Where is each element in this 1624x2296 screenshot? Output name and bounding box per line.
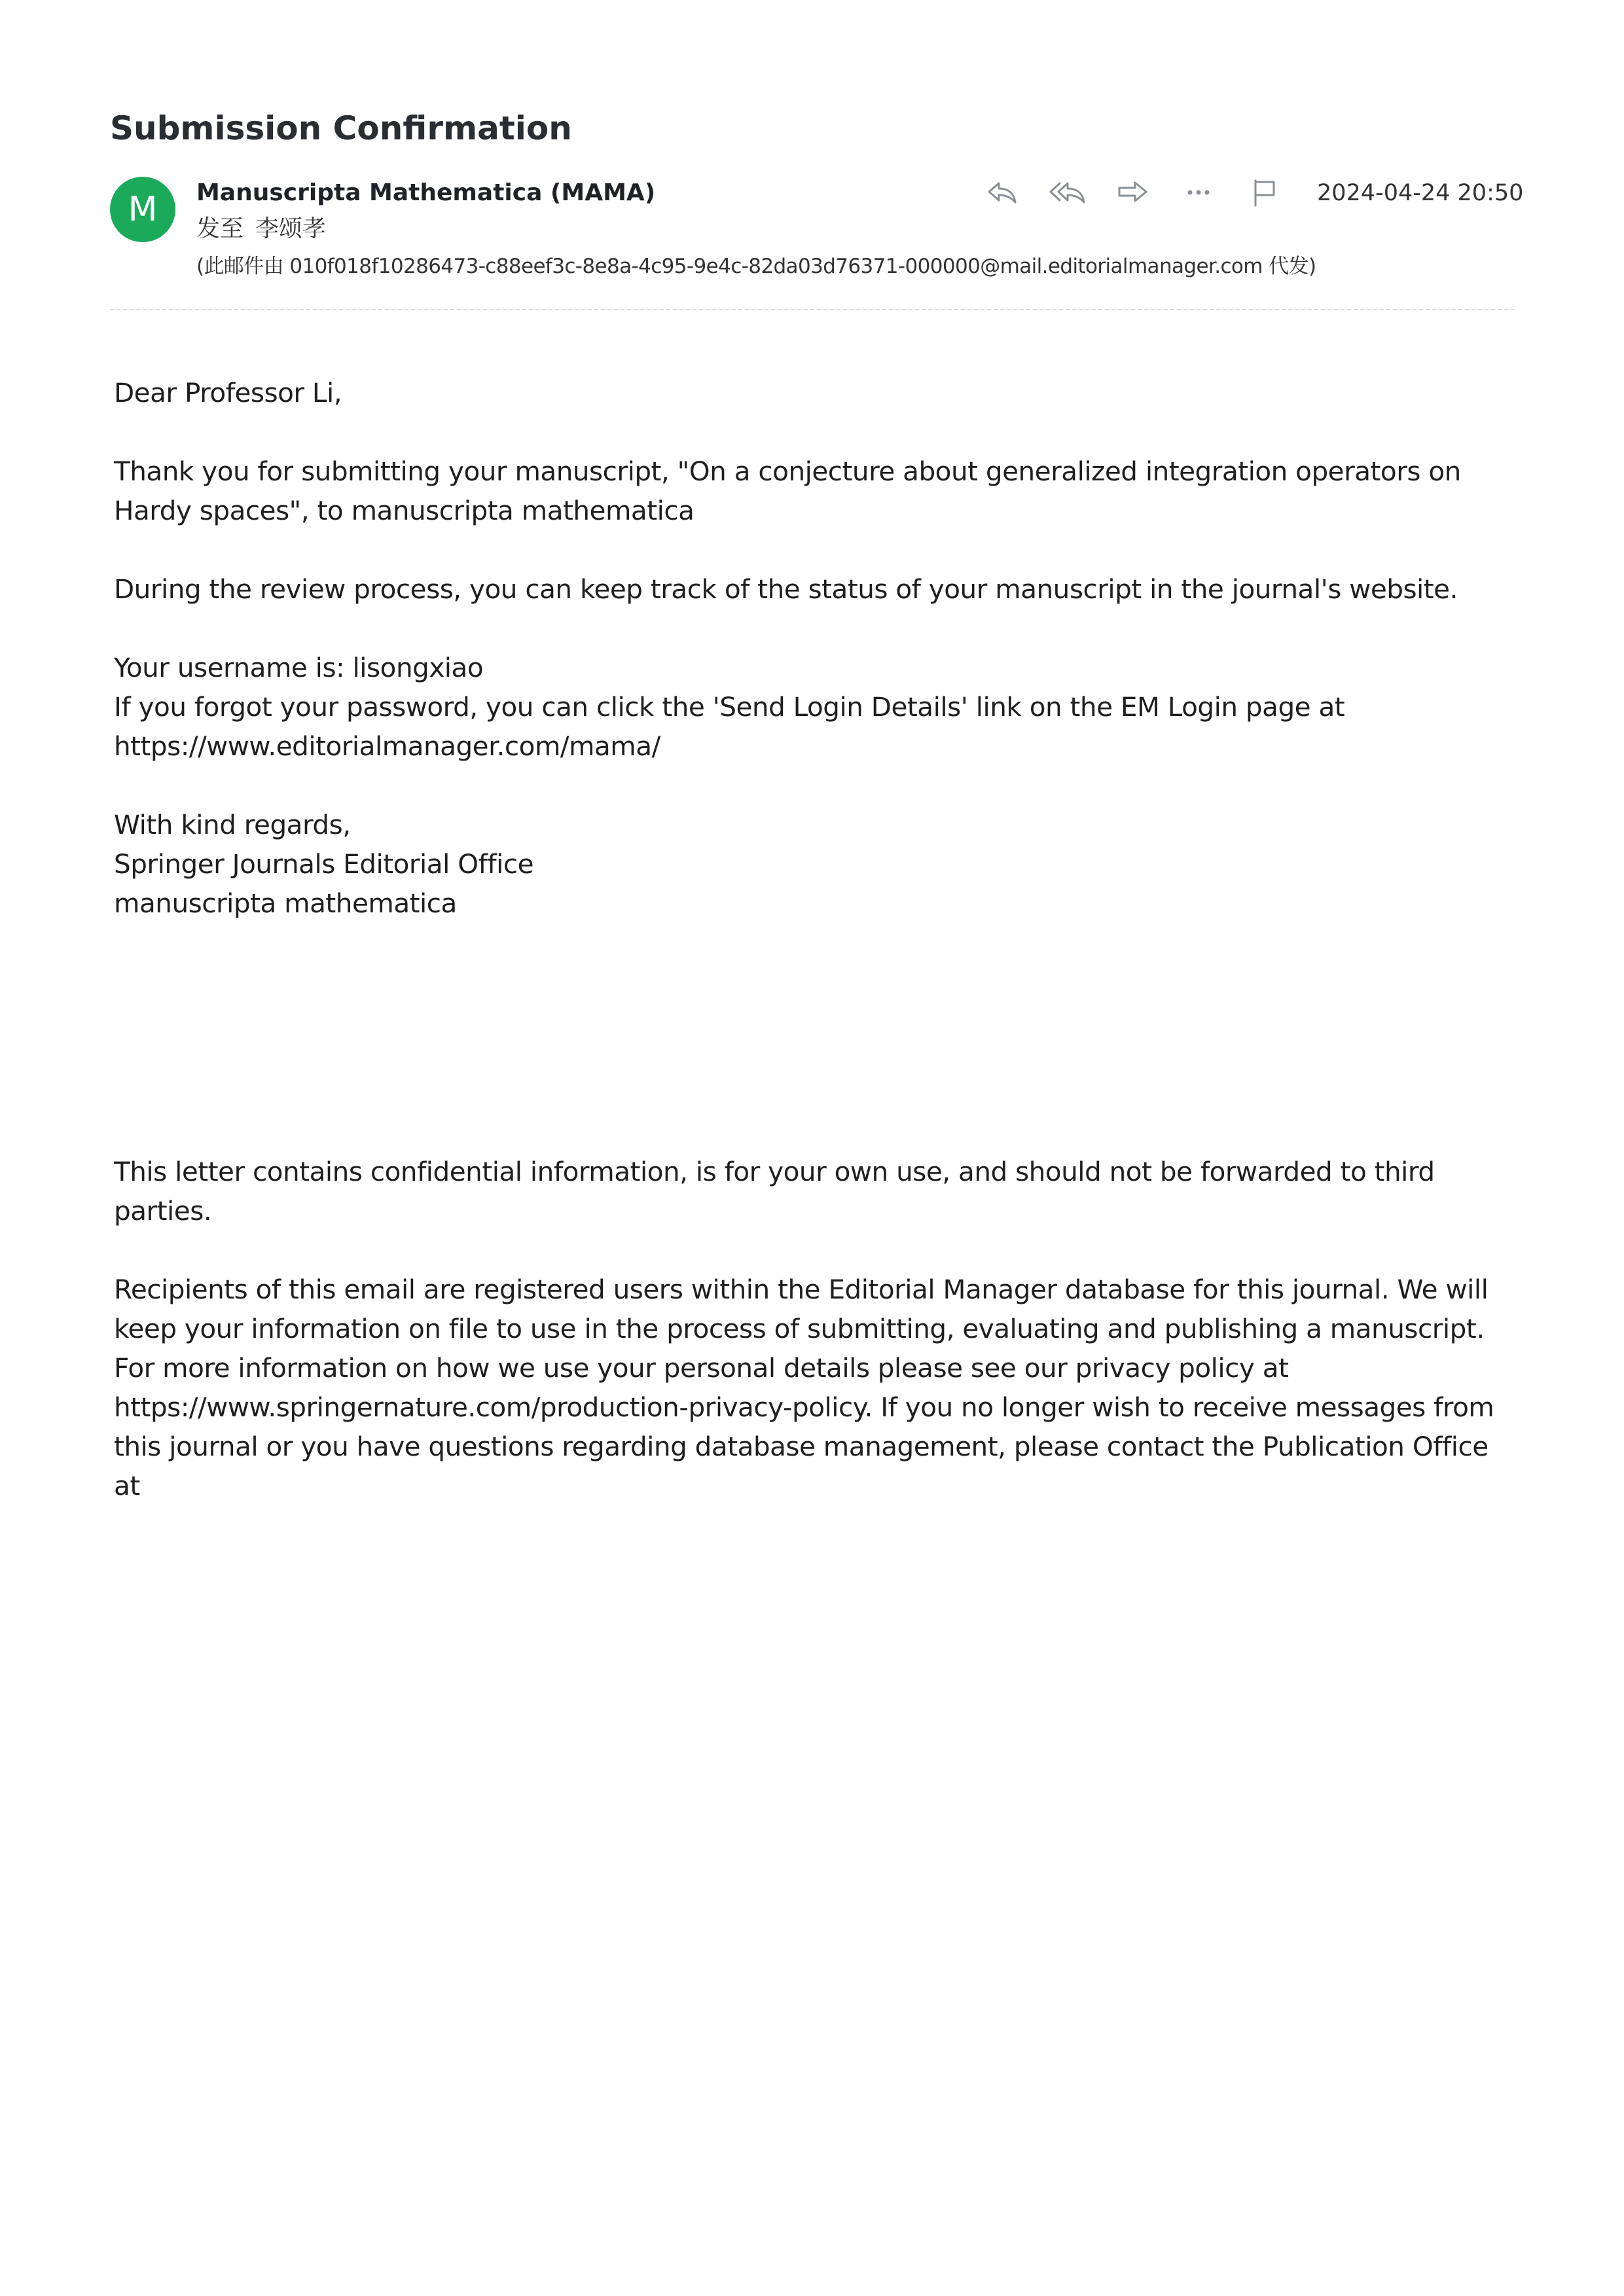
email-timestamp: 2024-04-24 20:50	[1317, 180, 1524, 206]
closing-line: With kind regards,	[114, 809, 351, 840]
reply-button[interactable]	[982, 174, 1022, 211]
more-options-button[interactable]	[1178, 174, 1219, 211]
privacy-paragraph[interactable]: Recipients of this email are registered users within the Editorial Manager database for this journal. We will keep your information on file to use in the process of submitting, evaluating and publishing a manuscript. For more information on how we use your personal details please see our privacy policy at https://www.springernature.com/production-privacy-policy. If you no longer wish to receive messages from this journal or you have questions regarding database management, please contact the Publication Office at	[114, 1274, 1494, 1501]
email-subject: Submission Confirmation	[110, 109, 572, 147]
email-toolbar	[982, 174, 1309, 211]
email-footer	[114, 1152, 1521, 1501]
flag-icon	[1248, 178, 1280, 207]
reply-icon	[986, 179, 1019, 206]
header-divider	[110, 309, 1515, 310]
sender-avatar[interactable]: M	[110, 177, 175, 242]
flag-button[interactable]	[1244, 174, 1284, 211]
username-line: Your username is: lisongxiao	[114, 652, 484, 683]
forward-button[interactable]	[1113, 174, 1153, 211]
email-body	[114, 373, 1515, 923]
recipient-prefix: 发至	[196, 215, 244, 242]
review-paragraph: During the review process, you can keep track of the status of your manuscript in the journal's website.	[114, 573, 1458, 605]
signature-office: Springer Journals Editorial Office	[114, 848, 534, 880]
more-icon	[1182, 179, 1215, 206]
proxy-sender-note: (此邮件由 010f018f10286473-c88eef3c-8e8a-4c95-9e4c-82da03d76371-000000@mail.editorialmanager.com 代发)	[196, 255, 1316, 278]
recipient-name[interactable]: 李颂孝	[255, 215, 327, 242]
reply-all-icon	[1048, 179, 1087, 206]
thanks-paragraph: Thank you for submitting your manuscript, "On a conjecture about generalized integration operators on Hardy spaces", to manuscripta mathematica	[114, 456, 1461, 526]
recipient-line	[196, 213, 326, 245]
confidential-paragraph: This letter contains confidential information, is for your own use, and should not be forwarded to third parties.	[114, 1156, 1435, 1227]
sender-name[interactable]: Manuscripta Mathematica (MAMA)	[196, 179, 656, 206]
password-paragraph[interactable]: If you forgot your password, you can click the 'Send Login Details' link on the EM Login page at https://www.editorialmanager.com/mama/	[114, 691, 1345, 762]
reply-all-button[interactable]	[1047, 174, 1088, 211]
signature-journal: manuscripta mathematica	[114, 888, 457, 919]
greeting-text: Dear Professor Li,	[114, 377, 342, 408]
forward-icon	[1117, 179, 1149, 206]
